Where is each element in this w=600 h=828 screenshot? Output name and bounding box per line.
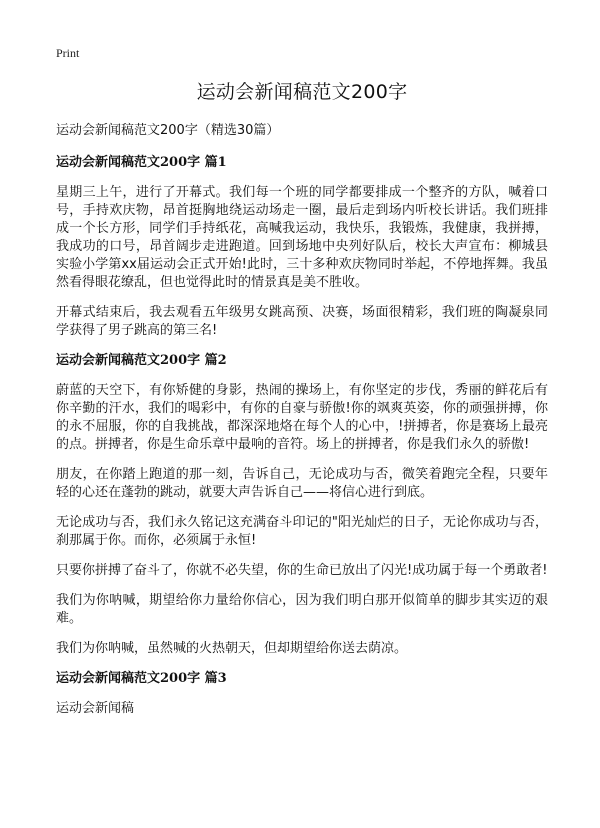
- document-subtitle: 运动会新闻稿范文200字（精选30篇）: [56, 123, 280, 138]
- document-body: [56, 154, 548, 718]
- paragraph: 朋友，在你踏上跑道的那一刻，告诉自己，无论成功与否，微笑着跑完全程，只要年轻的心还在蓬勃的跳动，就要大声告诉自己——将信心进行到底。: [56, 467, 548, 500]
- document-title: 运动会新闻稿范文200字: [196, 81, 408, 103]
- section-heading: 运动会新闻稿范文200字 篇1: [56, 155, 227, 170]
- paragraph: 星期三上午，进行了开幕式。我们每一个班的同学都要排成一个整齐的方队，喊着口号，手持欢庆物，昂首挺胸地绕运动场走一圈，最后走到场内听校长讲话。我们班排成一个长方形，同学们手持纸花，高喊我运动，我快乐，我锻炼，我健康，我拼搏，我成功的口号，昂首阔步走进跑道。回到场地中央列好队后，校长大声宣布：柳城县实验小学第xx届运动会正式开始!此时，三十多种欢庆物同时举起，不停地挥舞。我虽然看得眼花缭乱，但也觉得此时的情景真是美不胜收。: [56, 185, 548, 290]
- section-1: [56, 154, 548, 340]
- section-3: [56, 670, 548, 718]
- paragraph: 我们为你呐喊，期望给你力量给你信心，因为我们明白那开似简单的脚步其实迈的艰难。: [56, 593, 548, 626]
- section-heading: 运动会新闻稿范文200字 篇3: [56, 671, 227, 686]
- section-heading: 运动会新闻稿范文200字 篇2: [56, 353, 227, 368]
- paragraph: 无论成功与否，我们永久铭记这充满奋斗印记的"阳光灿烂的日子，无论你成功与否，刹那属于你。而你，必须属于永恒!: [56, 515, 548, 548]
- section-2: [56, 352, 548, 658]
- paragraph: 运动会新闻稿: [56, 701, 135, 716]
- paragraph: 蔚蓝的天空下，有你矫健的身影，热闹的操场上，有你坚定的步伐，秀丽的鲜花后有你辛勤的汗水，我们的喝彩中，有你的自豪与骄傲!你的飒爽英姿，你的顽强拼搏，你的永不屈服，你的自我挑战，都深深地烙在每个人的心中，!拼搏者，你是赛场上最亮的点。拼搏者，你是生命乐章中最响的音符。场上的拼搏者，你是我们永久的骄傲!: [56, 383, 548, 452]
- paragraph: 开幕式结束后，我去观看五年级男女跳高预、决赛，场面很精彩，我们班的陶凝泉同学获得了男子跳高的第三名!: [56, 305, 548, 338]
- paragraph: 只要你拼搏了奋斗了，你就不必失望，你的生命已放出了闪光!成功属于每一个勇敢者!: [56, 563, 548, 578]
- print-label[interactable]: Print: [56, 46, 80, 60]
- paragraph: 我们为你呐喊，虽然喊的火热朝天，但却期望给你送去荫凉。: [56, 641, 408, 656]
